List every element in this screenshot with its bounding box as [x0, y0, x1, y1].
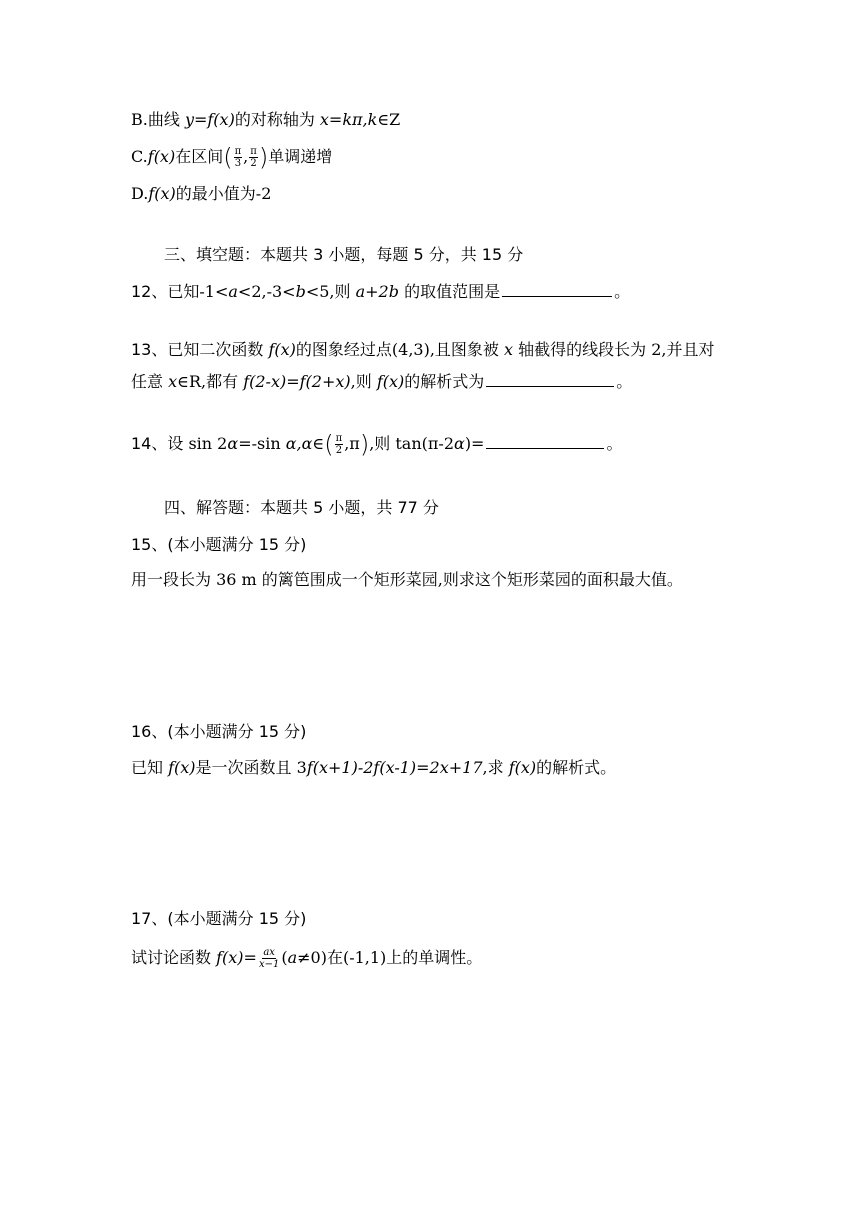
- question-16-heading: 16、(本小题满分 15 分): [131, 722, 307, 741]
- period: 。: [606, 434, 623, 453]
- option-c-label: C.: [131, 147, 148, 166]
- function-fx: f(x): [376, 372, 405, 391]
- question-text: 轴截得的线段长为 2,并且对: [513, 340, 715, 359]
- option-c-suffix: 单调递增: [268, 147, 333, 166]
- fraction-numerator: ax: [263, 947, 275, 958]
- question-text: ∈R,都有: [177, 372, 244, 391]
- comma: ,: [243, 147, 249, 166]
- option-d-text: 的最小值为-2: [175, 184, 272, 203]
- question-17-body: [131, 946, 482, 970]
- fraction-pi-over-2: [249, 146, 258, 169]
- question-text: <2,-3<: [237, 282, 296, 301]
- expression: a+2b: [355, 282, 399, 301]
- variable-a: a: [287, 948, 298, 967]
- question-number: 12、: [131, 282, 168, 301]
- option-b-label: B.曲线: [131, 110, 185, 129]
- question-text: 已知二次函数: [167, 340, 269, 359]
- variable-a: a: [228, 282, 238, 301]
- option-b: [131, 108, 400, 132]
- option-c: [131, 145, 332, 170]
- question-17-heading: 17、(本小题满分 15 分): [131, 909, 307, 928]
- question-15-body: 用一段长为 36 m 的篱笆围成一个矩形菜园,则求这个矩形菜园的面积最大值。: [131, 570, 683, 589]
- question-text: ,求: [482, 758, 509, 777]
- answer-blank[interactable]: [486, 432, 604, 449]
- question-text: 的取值范围是: [398, 282, 501, 301]
- question-13-line-1: [131, 338, 715, 362]
- question-text: =-sin: [238, 434, 286, 453]
- left-paren: (: [223, 143, 233, 172]
- option-d-function: f(x): [148, 184, 176, 203]
- function-fx: f(x): [168, 758, 196, 777]
- fraction-denominator: 2: [250, 158, 257, 169]
- option-b-function: y=f(x): [184, 110, 235, 129]
- section-heading-fill-in: 三、填空题：本题共 3 小题，每题 5 分，共 15 分: [164, 245, 524, 264]
- fraction-numerator: π: [250, 146, 257, 157]
- fraction-denominator: 3: [234, 158, 242, 169]
- question-15-heading: 15、(本小题满分 15 分): [131, 535, 307, 554]
- question-12: [131, 280, 630, 304]
- question-text: 的解析式为: [404, 372, 485, 391]
- question-text: <5,则: [305, 282, 356, 301]
- option-b-equation: x=kπ,k: [319, 110, 378, 129]
- question-text: (: [281, 948, 288, 967]
- right-paren: ): [258, 143, 269, 172]
- question-text: 是一次函数且 3: [195, 758, 307, 777]
- function-fx: f(x): [268, 340, 296, 359]
- fraction-numerator: π: [234, 146, 242, 157]
- question-text: 已知: [131, 758, 169, 777]
- section-heading-solutions: 四、解答题：本题共 5 小题，共 77 分: [164, 498, 439, 517]
- question-text: 的解析式。: [536, 758, 617, 777]
- variable-b: b: [295, 282, 306, 301]
- variable-x: x: [504, 340, 514, 359]
- question-14: [131, 432, 622, 457]
- question-text: ≠0)在(-1,1)上的单调性。: [297, 948, 483, 967]
- option-d-label: D.: [131, 184, 149, 203]
- question-text: 设 sin 2: [167, 434, 228, 453]
- period: 。: [614, 282, 631, 301]
- question-13-line-2: [131, 370, 632, 394]
- fraction-numerator: π: [335, 433, 343, 444]
- variable-x: x: [168, 372, 178, 391]
- left-paren: (: [324, 430, 334, 459]
- question-text: 已知-1<: [167, 282, 229, 301]
- function-fx: f(x): [508, 758, 537, 777]
- right-paren: ): [359, 430, 370, 459]
- fraction-pi-over-3: [234, 146, 243, 169]
- question-text: 的图象经过点(4,3),且图象被: [295, 340, 505, 359]
- element-of-symbol: ∈: [312, 434, 325, 453]
- question-number: 14、: [131, 434, 168, 453]
- option-c-function: f(x): [147, 147, 176, 166]
- answer-blank[interactable]: [502, 280, 612, 297]
- question-text: ,π: [344, 434, 360, 453]
- option-c-text: 在区间: [175, 147, 224, 166]
- variable-alpha: α: [227, 434, 239, 453]
- question-text: 试讨论函数: [131, 948, 217, 967]
- variable-alpha: α,α: [285, 434, 313, 453]
- answer-blank[interactable]: [486, 370, 614, 387]
- question-text: ,则: [350, 372, 377, 391]
- option-b-set: ∈Z: [377, 110, 401, 129]
- question-text: ,则 tan(π-2: [369, 434, 454, 453]
- option-d: [131, 182, 271, 206]
- function-fx: f(x)=: [216, 948, 257, 967]
- fraction-pi-over-2: [335, 433, 344, 456]
- fraction-denominator: 2: [335, 445, 343, 456]
- equation: f(x+1)-2f(x-1)=2x+17: [306, 758, 483, 777]
- option-b-text: 的对称轴为: [234, 110, 320, 129]
- question-16-body: [131, 756, 616, 780]
- question-number: 13、: [131, 340, 168, 359]
- question-text: 任意: [131, 372, 169, 391]
- fraction-ax-over-x-minus-1: [258, 947, 280, 970]
- question-text: )=: [464, 434, 485, 453]
- variable-alpha: α: [454, 434, 465, 453]
- period: 。: [616, 372, 633, 391]
- equation: f(2-x)=f(2+x): [243, 372, 351, 391]
- fraction-denominator: x−1: [258, 959, 280, 970]
